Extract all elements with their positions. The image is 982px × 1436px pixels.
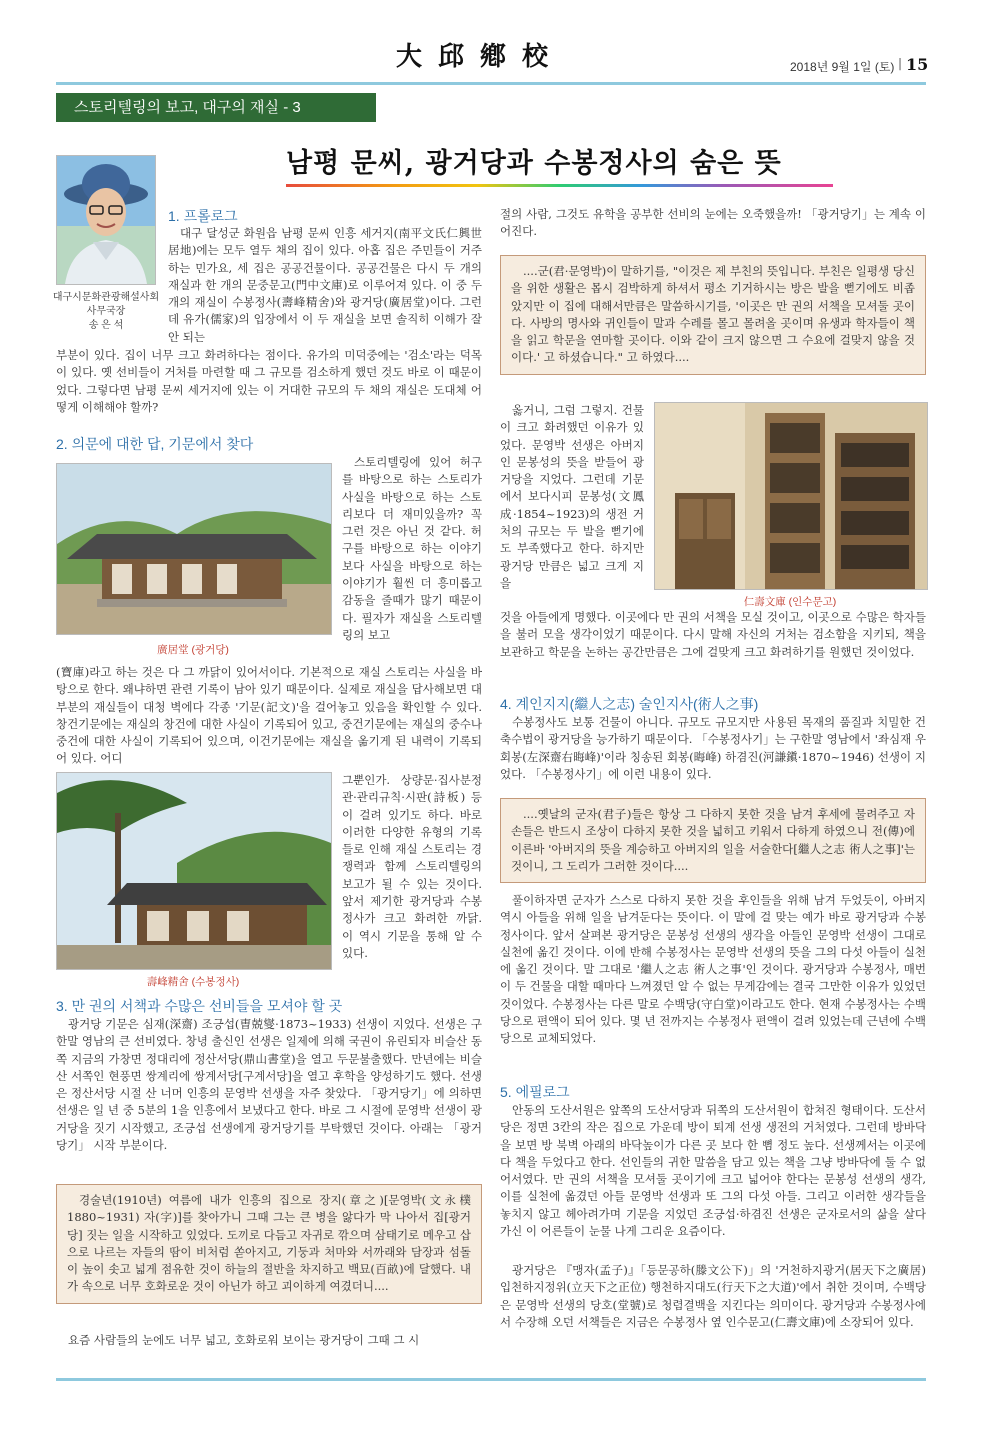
section-1-text-a: 대구 달성군 화원읍 남평 문씨 인흥 세거지(南平文氏仁興世居地)에는 모두 열두 채의 집이 있다. 아홉 집은 주민들이 거주하는 민가요, 세 집은 공공건물이다. 공공건물은 다시 두 개의 재실과 한 개의 문중문고(門中文庫)로 이루어져 있다. 이 중 두 개의 재실이 수봉정사(壽峰精舍)와 광거당(廣居堂)이다. 그런데 유가(儒家)의 입장에서 이 두 재실을 보면 솔직히 이해가 잘 안 되는 <box>168 226 482 344</box>
bottom-rule <box>56 1378 926 1381</box>
masthead <box>0 0 982 90</box>
caption-insumungo: 仁壽文庫 (인수문고) <box>743 596 837 608</box>
section-2-heading: 2. 의문에 대한 답, 기문에서 찾다 <box>56 436 254 452</box>
author-caption <box>52 291 160 333</box>
section-3-text-e: 것을 아들에게 명했다. 이곳에다 만 권의 서책을 모실 것이고, 이곳으로 수많은 학자들을 불러 모을 생각이었기 때문이다. 다시 말해 자신의 거처는 검소함을 지키되, 책을 보관하고 학문을 논하는 공간만큼은 그에 걸맞게 크고 화려하기를 원했던 것이었다. <box>500 610 926 659</box>
section-5-text: 안동의 도산서원은 앞쪽의 도산서당과 뒤쪽의 도산서원이 합쳐진 형태이다. 도산서당은 정면 3칸의 작은 집으로 가운데 방이 퇴계 선생 생전의 거처였다. 그런데 방바닥을 보면 방 북벽 아래의 바닥높이가 다른 곳 보다 한 뼘 정도 높다. 선생께서는 이곳에다 책을 두었다고 한다. 선인들의 귀한 말씀을 담고 있는 책을 그냥 방바닥에 둘 수 없어서였다. 만 권의 서책을 모셔둘 곳이기에 크고 넓어야 한다는 문봉성 선생의 생각, 이를 실천에 옮겼던 아들 문영박 선생과 또 그의 다섯 아들. 그리고 이러한 생각들을 놓치지 않고 헤아려가며 기문을 지었던 조긍섭·하겸진 선생은 군자로서의 삶을 살다 가신 이 어른들이 눈물 나게 그리운 요즘이다. <box>500 1103 926 1239</box>
divider: | <box>898 56 903 70</box>
section-4-text: 수봉정사도 보통 건물이 아니다. 규모도 규모지만 사용된 목재의 품질과 치밀한 건축수법이 광거당을 능가하기 때문이다. 「수봉정사기」는 구한말 영남에서 '좌심재 우회봉(左深齋右晦峰)'이라 칭송된 회봉(晦峰) 하겸진(河謙鎭·1870~1946) 선생이 지었다. 「수봉정사기」에 이런 내용이 있다. <box>500 715 926 781</box>
section-2-text-c: 그뿐인가. 상량문·집사분정관·관리규칙·시판(詩板) 등이 걸려 있기도 하다. 바로 이러한 다양한 유형의 기록들로 인해 재실 스토리는 경쟁력과 함께 스토리텔링의 보고가 될 수 있는 것이다. 앞서 제기한 광거당과 수봉정사가 크고 화려한 까닭. 이 역시 기문을 통해 알 수 있다. <box>342 773 482 960</box>
section-3-heading: 3. 만 권의 서책과 수많은 선비들을 모셔야 할 곳 <box>56 998 343 1014</box>
section-1-text-b: 부분이 있다. 집이 너무 크고 화려하다는 점이다. 유가의 미덕중에는 '검소'라는 덕목이 있다. 옛 선비들이 거처를 마련할 때 그 규모를 검소하게 했던 것도 바로 이 때문이었다. 그렇다면 남평 문씨 세거지에 있는 이 거대한 규모의 두 채의 재실은 도대체 어떻게 이해해야 할까? <box>56 348 482 414</box>
author-org: 대구시문화관광해설사회 <box>52 292 160 303</box>
photo-insumungo <box>654 402 928 590</box>
section-2-text-b: (寶庫)라고 하는 것은 다 그 까닭이 있어서이다. 기본적으로 재실 스토리는 사실을 바탕으로 한다. 왜냐하면 관련 기록이 남아 있기 때문이다. 실제로 재실을 답사해보면 대부분의 재실들이 대청 벽에다 각종 '기문(記文)'을 걸어놓고 있음을 확인할 수 있다. 창건기문에는 재실의 창건에 대한 사실이 기록되어 있고, 중건기문에는 재실의 중수나 중건에 대한 사실이 기록되어 있으며, 이건기문에는 재실을 옮기게 된 내력이 기록되어 있다. 어디 <box>56 665 482 766</box>
section-2-text-a: 스토리텔링에 있어 허구를 바탕으로 하는 스토리가 사실을 바탕으로 하는 스토리보다 더 재미있을까? 꼭 그런 것은 아닌 것 같다. 허구를 바탕으로 하는 이야기보다 사실을 바탕으로 하는 이야기가 훨씬 더 흥미롭고 감동을 줄때가 많기 때문이다. 필자가 재실을 스토리텔링의 보고 <box>342 455 482 642</box>
section-4-heading: 4. 계인지지(繼人之志) 술인지사(術人之事) <box>500 696 759 712</box>
section-1-heading: 1. 프롤로그 <box>168 208 238 224</box>
quote-box-2: ....군(君·문영박)이 말하기를, "이것은 제 부친의 뜻입니다. 부친은 일평생 당신을 위한 생활은 몹시 검박하게 하셔서 평소 기거하시는 방은 발을 뻗기에도 비좁았지만 이 집에 대해서만큼은 말씀하시기를, '이곳은 만 권의 서책을 모셔둘 곳이다. 사방의 명사와 귀인들이 말과 수레를 몰고 몰려올 곳이며 유생과 학자들이 책을 읽고 학문을 연마할 곳이다. 이와 같이 크지 않으면 그 수요에 걸맞지 않을 것이다.' 고 하셨습니다." 고 하였다.... <box>500 255 926 375</box>
page-number: 15 <box>906 55 929 74</box>
section-4-text-b: 풀이하자면 군자가 스스로 다하지 못한 것을 후인들을 위해 남겨 두었듯이, 아버지 역시 아들을 위해 일을 남겨둔다는 뜻이다. 이 말에 걸 맞는 예가 바로 광거당과 수봉정사이다. 앞서 살펴본 광거당은 문봉성 선생의 생각을 아들인 문영박 선생이 그대로 실천에 옮긴 것이다. 이에 반해 수봉정사는 문영박 선생의 뜻을 그의 다섯 아들이 실천에 옮긴 것이다. 말 그대로 '繼人之志 術人之事'인 것이다. 광거당과 수봉정사, 매번 이 두 건물을 대할 때마다 느껴졌던 알 수 없는 무게감에는 결국 그만한 이유가 있었던 것이었다. 수봉정사는 다른 말로 수백당(守白堂)이라고도 한다. 현재 수봉정사는 수백당으로 편액이 되어 있다. 몇 년 전까지는 수봉정사 편액이 걸려 있었는데 근년에 수백당으로 교체되었다. <box>500 893 926 1046</box>
photo-subongjeongsa <box>56 772 332 970</box>
caption-gwanggeodang: 廣居堂 (광거당) <box>157 644 229 656</box>
author-title: 사무국장 <box>86 306 126 317</box>
section-3-text-d: 옳거니, 그럼 그렇지. 건물이 크고 화려했던 이유가 있었다. 문영박 선생은 아버지인 문봉성의 뜻을 받들어 광거당을 지었다. 그런데 기문에서 보다시피 문봉성(文鳳成·1854~1923)의 생전 거처의 규모는 두 발을 뻗기에도 부족했다고 한다. 하지만 광거당 만큼은 넓고 크게 지을 <box>500 403 644 590</box>
quote-box-1: 경술년(1910년) 여름에 내가 인흥의 집으로 장지(章之)[문영박(文永樸 1880~1931) 자(字)]를 찾아가니 그때 그는 큰 병을 앓다가 막 나아서 집[광거당] 짓는 일을 시작하고 있었다. 도끼로 다듬고 자귀로 깎으며 삼태기로 메우고 삽으로 나르는 자들의 땀이 비처럼 쏟아지고, 기둥과 처마와 서까래와 담장과 섬돌이 높이 솟고 넓게 점유한 것이 하늘의 절반을 차지하고 백묘(百畝)에 달했다. 내가 속으로 너무 호화로운 것이 아닌가 하고 괴이하게 여겼더니.... <box>56 1184 482 1304</box>
quote-box-3: ....옛날의 군자(君子)들은 항상 그 다하지 못한 것을 남겨 후세에 물려주고 자손들은 반드시 조상이 다하지 못한 것을 넓히고 키워서 다하게 하였으니 전(傳)에 이른바 '아버지의 뜻을 계승하고 아버지의 일을 서술한다[繼人之志 術人之事]'는 것이니, 그 도리가 그러한 것이다.... <box>500 798 926 883</box>
section-5-text-b: 광거당은 『맹자(孟子)』「등문공하(滕文公下)」의 '거천하지광거(居天下之廣居) 입천하지정위(立天下之正位) 행천하지대도(行天下之大道)'에서 취한 것이며, 수백당은 문영박 선생의 당호(堂號)로 청렴결백을 지킨다는 의미이다. 광거당과 수봉정사에서 수장해 오던 서책들은 지금은 수봉정사 옆 인수문고(仁壽文庫)에 소장되어 있다. <box>500 1263 926 1329</box>
headline: 남평 문씨, 광거당과 수봉정사의 숨은 뜻 <box>286 148 782 179</box>
section-3-text-c: 절의 사람, 그것도 유학을 공부한 선비의 눈에는 오죽했을까! 「광거당기」는 계속 이어진다. <box>500 207 926 239</box>
photo-gwanggeodang <box>56 463 332 635</box>
caption-subongjeongsa: 壽峰精舍 (수봉정사) <box>146 976 240 988</box>
issue-date: 2018년 9월 1일 (토) <box>790 60 895 74</box>
section-3-text: 광거당 기문은 심재(深齋) 조긍섭(曺兢燮·1873~1933) 선생이 지었다. 선생은 구한말 영남의 큰 선비였다. 창녕 출신인 선생은 일제에 의해 국권이 유린되자 비슬산 동쪽 지금의 가창면 정대리에 정산서당(鼎山書堂)을 열고 두문불출했다. 만년에는 비슬산 서쪽인 현풍면 쌍계리에 쌍계서당[구계서당]을 열고 후학을 양성하기도 했다. 선생은 정산서당 시절 산 너머 인흥의 문영박 선생을 자주 찾았다. 「광거당기」에 의하면 선생은 일 년 중 5분의 1을 인흥에서 보냈다고 한다. 바로 그 시절에 문영박 선생이 광거당을 짓기 시작했고, 조긍섭 선생에게 광거당기를 부탁했던 것이다. 아래는 「광거당기」 시작 부분이다. <box>56 1017 482 1153</box>
headline-rule <box>286 184 833 187</box>
author-photo <box>56 155 156 285</box>
top-rule <box>56 82 926 85</box>
section-5-heading: 5. 에필로그 <box>500 1084 570 1100</box>
author-name: 송 은 석 <box>88 320 124 331</box>
series-label: 스토리텔링의 보고, 대구의 재실 - 3 <box>56 93 376 122</box>
section-3-text-b: 요즘 사람들의 눈에도 너무 넓고, 호화로워 보이는 광거당이 그때 그 시 <box>68 1333 420 1347</box>
newspaper-title: 大邱鄕校 <box>396 42 565 72</box>
